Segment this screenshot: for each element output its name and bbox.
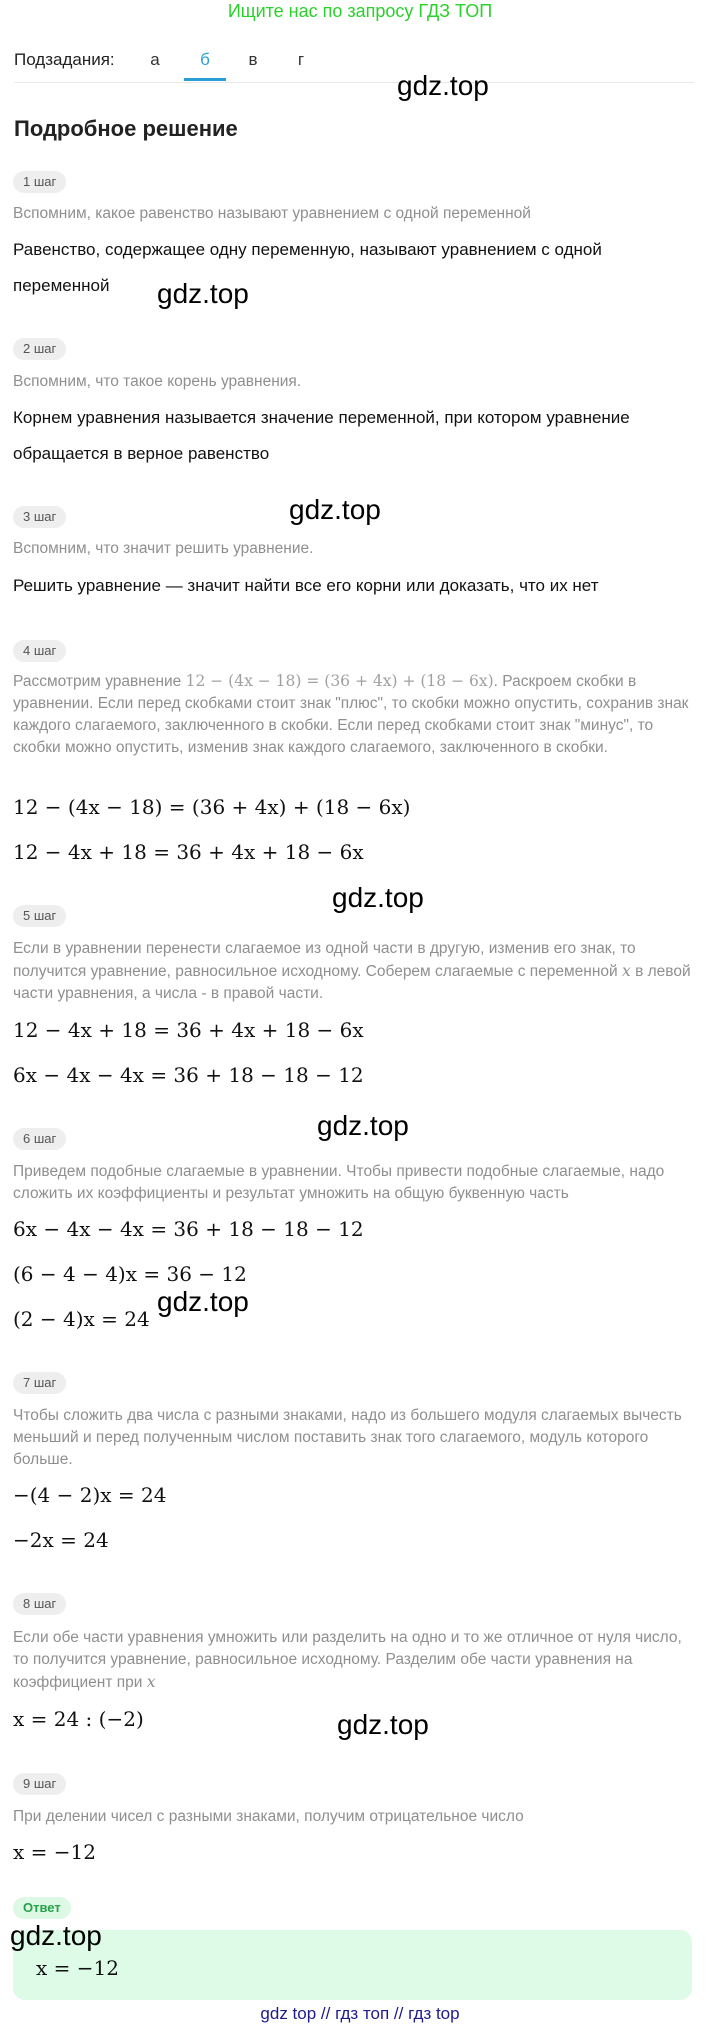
formula: −(4 − 2)x = 24 <box>13 1483 167 1507</box>
hint-variable: x <box>146 1673 156 1691</box>
watermark: gdz.top <box>157 278 249 309</box>
step-hint <box>13 938 693 1005</box>
active-tab-indicator <box>184 78 226 81</box>
tab-b[interactable]: б <box>200 50 210 69</box>
answer-badge: Ответ <box>13 1897 71 1919</box>
step-text: Равенство, содержащее одну переменную, называют уравнением с одной переменной <box>13 240 602 295</box>
subtasks-label: Подзадания: <box>14 50 115 69</box>
step-badge: 5 шаг <box>13 905 66 927</box>
step-badge: 9 шаг <box>13 1773 66 1795</box>
step-hint: Приведем подобные слагаемые в уравнении. Чтобы привести подобные слагаемые, надо сложить их коэффициенты и результат умножить на общую буквенную часть <box>13 1163 665 1202</box>
section-title: Подробное решение <box>14 116 238 141</box>
formula: 12 − (4x − 18) = (36 + 4x) + (18 − 6x) <box>13 795 411 819</box>
watermark: gdz.top <box>332 882 424 913</box>
watermark: gdz.top <box>10 1920 102 1951</box>
watermark: gdz.top <box>157 1286 249 1317</box>
step-badge: 6 шаг <box>13 1128 66 1150</box>
step-badge: 1 шаг <box>13 171 66 193</box>
step-hint: Вспомним, что значит решить уравнение. <box>13 540 314 557</box>
formula: 6x − 4x − 4x = 36 + 18 − 18 − 12 <box>13 1217 364 1241</box>
step-hint: Чтобы сложить два числа с разными знаками, надо из большего модуля слагаемых вычесть меньший и перед полученным числом поставить знак того слагаемого, модуль которого больше. <box>13 1407 682 1468</box>
formula: (6 − 4 − 4)x = 36 − 12 <box>13 1262 247 1286</box>
step-badge: 2 шаг <box>13 338 66 360</box>
watermark: gdz.top <box>317 1110 409 1141</box>
tab-v[interactable]: в <box>248 50 258 69</box>
step-hint <box>13 1627 693 1694</box>
footer-links[interactable]: gdz top // гдз топ // гдз top <box>260 2004 460 2023</box>
answer-formula: x = −12 <box>36 1956 119 1980</box>
formula: x = −12 <box>13 1840 96 1864</box>
step-text: Корнем уравнения называется значение переменной, при котором уравнение обращается в верное равенство <box>13 408 630 463</box>
watermark: gdz.top <box>397 70 489 101</box>
step-badge: 8 шаг <box>13 1593 66 1615</box>
formula: 12 − 4x + 18 = 36 + 4x + 18 − 6x <box>13 840 364 864</box>
hint-formula: 12 − (4x − 18) = (36 + 4x) + (18 − 6x) <box>185 672 494 690</box>
formula: x = 24 : (−2) <box>13 1707 144 1731</box>
watermark: gdz.top <box>337 1709 429 1740</box>
tab-g[interactable]: г <box>297 50 305 69</box>
hint-variable: x <box>622 962 631 980</box>
step-badge: 3 шаг <box>13 506 66 528</box>
step-text: Решить уравнение — значит найти все его корни или доказать, что их нет <box>13 576 599 595</box>
hint-text: в левой части уравнения, а числа - в правой части. <box>13 963 691 1002</box>
formula: 12 − 4x + 18 = 36 + 4x + 18 − 6x <box>13 1018 364 1042</box>
subtasks-bar <box>14 46 694 83</box>
formula: −2x = 24 <box>13 1528 109 1552</box>
step-hint: При делении чисел с разными знаками, получим отрицательное число <box>13 1808 524 1825</box>
step-badge: 4 шаг <box>13 640 66 662</box>
watermark: gdz.top <box>289 494 381 525</box>
hint-text: Если обе части уравнения умножить или разделить на одно и то же отличное от нуля число, то получится уравнение, равносильное исходному. Разделим обе части уравнения на коэффициент при <box>13 1629 682 1691</box>
formula: (2 − 4)x = 24 <box>13 1307 150 1331</box>
hint-text: Если в уравнении перенести слагаемое из одной части в другую, изменив его знак, то получится уравнение, равносильное исходному. Соберем слагаемые с переменной <box>13 940 636 980</box>
top-banner: Ищите нас по запросу ГДЗ ТОП <box>227 1 493 21</box>
step-hint: Вспомним, что такое корень уравнения. <box>13 373 302 390</box>
step-badge: 7 шаг <box>13 1372 66 1394</box>
tab-a[interactable]: а <box>150 50 160 69</box>
hint-text: . Раскроем скобки в уравнении. Если перед скобками стоит знак "плюс", то скобки можно опустить, сохранив знак каждого слагаемого, заключенного в скобки. Если перед скобками стоит знак "минус", то скобки можно опустить, изменив знак каждого слагаемого, заключенного в скобки. <box>13 673 689 756</box>
hint-text: Рассмотрим уравнение <box>13 673 182 690</box>
step-hint <box>13 670 693 759</box>
step-hint: Вспомним, какое равенство называют уравнением с одной переменной <box>13 205 531 222</box>
formula: 6x − 4x − 4x = 36 + 18 − 18 − 12 <box>13 1063 364 1087</box>
